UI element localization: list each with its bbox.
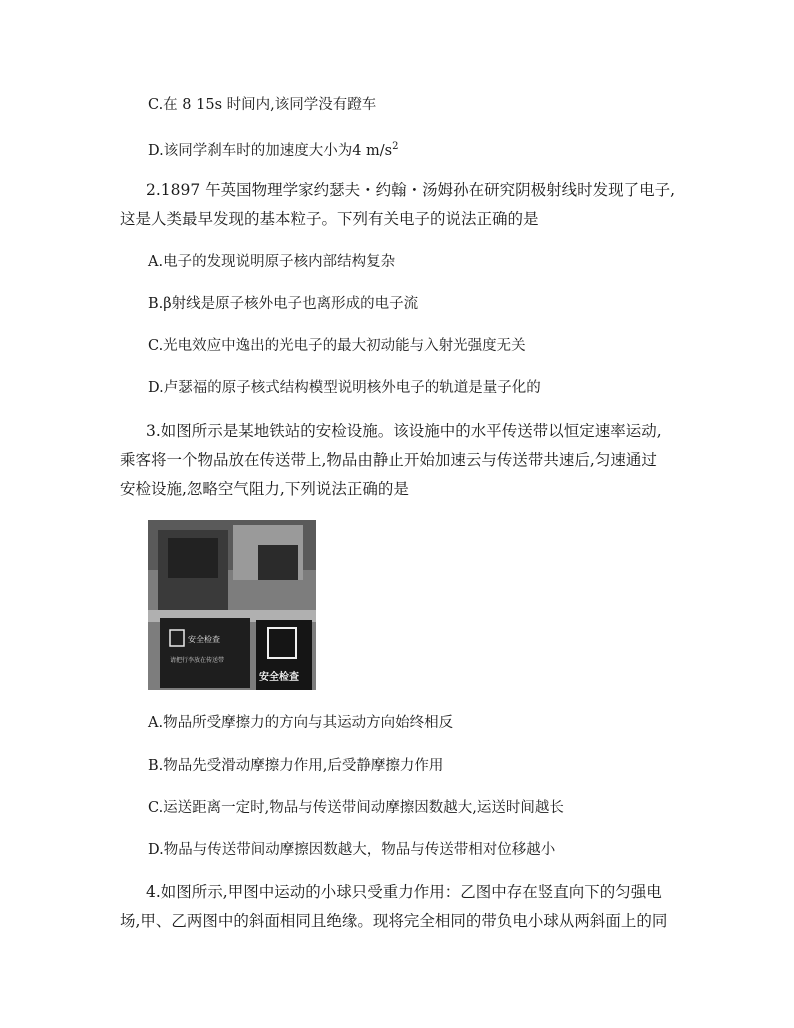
- q2-option-d: D.卢瑟福的原子核式结构模型说明核外电子的轨道是量子化的: [148, 380, 541, 396]
- q3-stem-line1: 3.如图所示是某地铁站的安检设施。该设施中的水平传送带以恒定速率运动,: [146, 422, 662, 440]
- q3-option-c: C.运送距离一定时,物品与传送带间动摩擦因数越大,运送时间越长: [148, 800, 564, 816]
- q4-stem-line2: 场,甲、乙两图中的斜面相同且绝缘。现将完全相同的带负电小球从两斜面上的同: [120, 912, 668, 930]
- q3-stem-line2: 乘客将一个物品放在传送带上,物品由静止开始加速云与传送带共速后,匀速通过: [120, 451, 657, 469]
- security-check-photo: [148, 520, 316, 690]
- q1-option-d: [148, 137, 399, 161]
- q2-option-b: B.β射线是原子核外电子也离形成的电子流: [148, 296, 419, 312]
- q2-stem-line1: 2.1897 午英国物理学家约瑟夫・约翰・汤姆孙在研究阴极射线时发现了电子,: [146, 181, 676, 199]
- q4-stem-line1: 4.如图所示,甲图中运动的小球只受重力作用：乙图中存在竖直向下的匀强电: [146, 883, 662, 901]
- q3-option-d: D.物品与传送带间动摩擦因数越大，物品与传送带相对位移越小: [148, 842, 556, 858]
- q2-option-c: C.光电效应中逸出的光电子的最大初动能与入射光强度无关: [148, 338, 526, 354]
- q1-option-d-text: D.该同学刹车时的加速度大小为4 m/s: [148, 142, 393, 159]
- q1-option-d-exponent: 2: [392, 141, 399, 152]
- q1-option-c: C.在 8 15s 时间内,该同学没有蹬车: [148, 97, 377, 113]
- q3-stem-line3: 安检设施,忽略空气阻力,下列说法正确的是: [120, 480, 409, 498]
- security-check-photo-drawing: [148, 520, 316, 690]
- q2-option-a: A.电子的发现说明原子核内部结构复杂: [148, 254, 396, 270]
- sign-left-text: 安全检查: [188, 635, 220, 644]
- q2-stem-line2: 这是人类最早发现的基本粒子。下列有关电子的说法正确的是: [120, 210, 539, 228]
- q3-option-b: B.物品先受滑动摩擦力作用,后受静摩擦力作用: [148, 758, 444, 774]
- sign-right-text: 安全检查: [259, 672, 299, 683]
- q3-option-a: A.物品所受摩擦力的方向与其运动方向始终相反: [148, 715, 454, 731]
- sign-small-text: 请把行李放在传送带: [170, 657, 225, 664]
